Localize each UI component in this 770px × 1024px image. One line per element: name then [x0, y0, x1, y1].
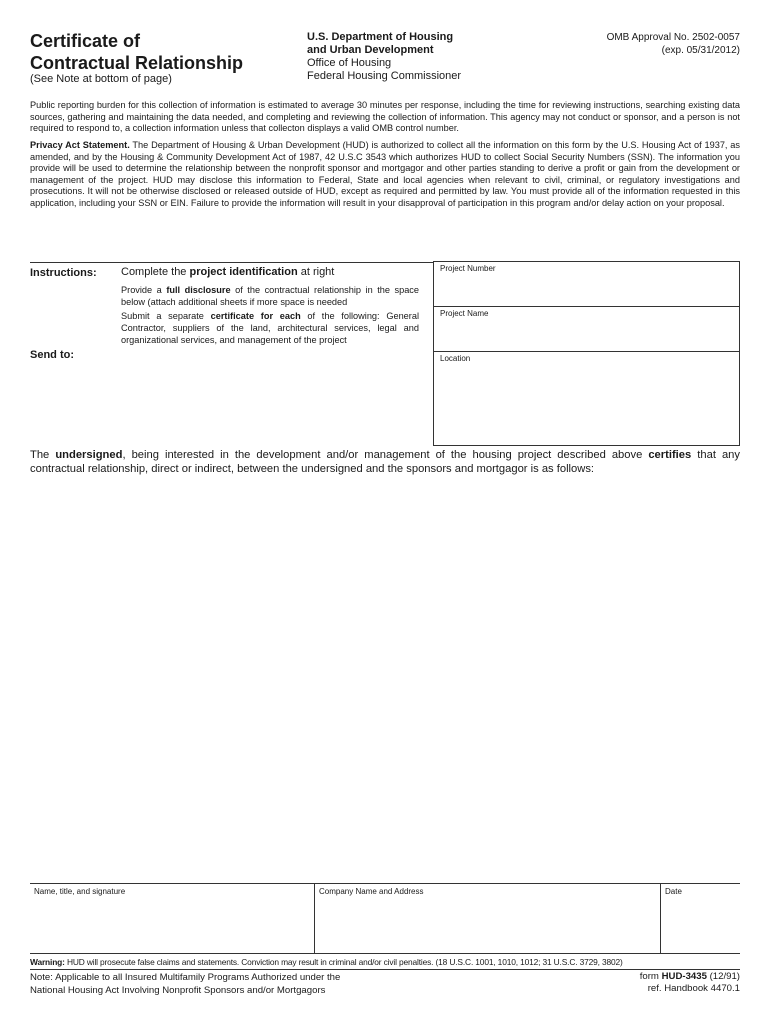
instruction-3-text: Submit a separate	[121, 311, 211, 321]
certification-bold-undersigned: undersigned	[55, 449, 123, 461]
warning-label: Warning:	[30, 957, 65, 967]
omb-approval-block	[607, 31, 740, 57]
name-title-signature-label: Name, title, and signature	[34, 887, 126, 896]
certification-text-mid: , being interested in the development and/or management of the housing project described above	[122, 449, 649, 461]
form-date: (12/91)	[706, 971, 740, 982]
instructions-label: Instructions:	[30, 267, 97, 279]
agency-line-3: Office of Housing	[307, 57, 392, 69]
location-field[interactable]	[434, 351, 739, 445]
certification-text: The	[30, 449, 56, 461]
instructions-divider	[30, 262, 433, 263]
instruction-item-3	[121, 311, 419, 346]
form-title	[30, 30, 290, 74]
certification-bold-certifies: certifies	[648, 449, 692, 461]
instruction-3-bold: certificate for each	[210, 311, 301, 321]
footer-note	[30, 972, 430, 997]
instruction-2-text-end: of the contractual relationship in the space below (attach additional sheets if more space is needed	[121, 285, 420, 307]
privacy-act-statement	[30, 140, 740, 210]
note-line-2: National Housing Act Involving Nonprofit Sponsors and/or Mortgagors	[30, 984, 326, 996]
form-prefix: form	[639, 971, 662, 982]
instruction-3-text-end: of the following: General Contractor, suppliers of the land, architectural services, legal and organizational services, and management of the project	[121, 311, 420, 345]
date-field[interactable]	[660, 884, 740, 953]
handbook-reference: ref. Handbook 4470.1	[647, 983, 740, 994]
form-number: HUD-3435	[661, 971, 707, 982]
name-title-signature-field[interactable]	[30, 884, 314, 953]
instruction-2-bold: full disclosure	[166, 285, 231, 295]
company-name-address-field[interactable]	[314, 884, 660, 953]
form-number-line	[640, 971, 740, 983]
agency-line-4: Federal Housing Commissioner	[307, 70, 462, 82]
instruction-1-text: Complete the	[121, 266, 190, 278]
instruction-item-1	[121, 266, 334, 278]
signature-row	[30, 883, 740, 954]
project-name-field[interactable]	[434, 306, 739, 351]
instruction-item-2	[121, 285, 419, 309]
project-number-label: Project Number	[440, 264, 496, 273]
instruction-2-text: Provide a	[121, 285, 167, 295]
instruction-1-bold: project identification	[189, 266, 298, 278]
warning-text: HUD will prosecute false claims and statements. Conviction may result in criminal and/or civil penalties. (18 U.S.C. 1001, 1010, 1012; 31 U.S.C. 3729, 3802)	[64, 957, 623, 967]
agency-block	[307, 31, 507, 83]
title-line-2: Contractual Relationship	[30, 53, 244, 73]
footer-divider	[30, 969, 740, 970]
project-number-field[interactable]	[434, 261, 739, 306]
certification-statement	[30, 448, 740, 476]
privacy-heading: Privacy Act Statement.	[30, 140, 130, 150]
warning-statement	[30, 957, 740, 967]
title-line-1: Certificate of	[30, 31, 141, 51]
form-identifier	[640, 971, 740, 995]
omb-approval-number: OMB Approval No. 2502-0057	[606, 32, 740, 43]
project-identification-box	[433, 261, 740, 446]
agency-line-2: and Urban Development	[307, 44, 434, 56]
burden-statement: Public reporting burden for this collection of information is estimated to average 30 minutes per response, including the time for reviewing instructions, searching existing data sources, gathering and maintaining the data needed, and completing and reviewing the collection of information. This agency may not conduct or sponsor, and a person is not required to respond to, a collection information unless that collecton displays a valid OMB control number.	[30, 100, 740, 133]
location-label: Location	[440, 354, 471, 363]
agency-line-1: U.S. Department of Housing	[307, 31, 454, 43]
certification-text-end: that any contractual relationship, direct or indirect, between the undersigned and the sponsors and mortgagor is as follows:	[30, 449, 740, 475]
company-name-address-label: Company Name and Address	[319, 887, 424, 896]
send-to-label: Send to:	[30, 349, 74, 361]
instruction-1-text-end: at right	[297, 266, 335, 278]
project-name-label: Project Name	[440, 309, 489, 318]
see-note-text: (See Note at bottom of page)	[30, 73, 172, 85]
note-line-1: Note: Applicable to all Insured Multifamily Programs Authorized under the	[30, 972, 341, 983]
omb-expiration: (exp. 05/31/2012)	[661, 45, 740, 56]
date-label: Date	[665, 887, 682, 896]
privacy-body: The Department of Housing & Urban Development (HUD) is authorized to collect all the information on this form by the U.S. Housing Act of 1937, as amended, and by the Housing & Community Development Act of 1987, 42 U.S.C 3543 which authorizes HUD to collect Social Security Numbers (SSN). The information you provide will be used to determine the relationship between the nonprofit sponsor and mortgagor and other parties standing to derive a profit or gain from the development or management of the project. HUD may disclose this information to Federal, State and local agencies when relevant to civil, criminal, or regulatory investigations and prosecutions. It will not be otherwise disclosed or released outside of HUD, except as required and permitted by law. You must provide all of the information requested in this application, including your SSN or EIN. Failure to provide the information will result in your disapproval of participation in this program and/or delay action on your proposal.	[30, 140, 741, 208]
